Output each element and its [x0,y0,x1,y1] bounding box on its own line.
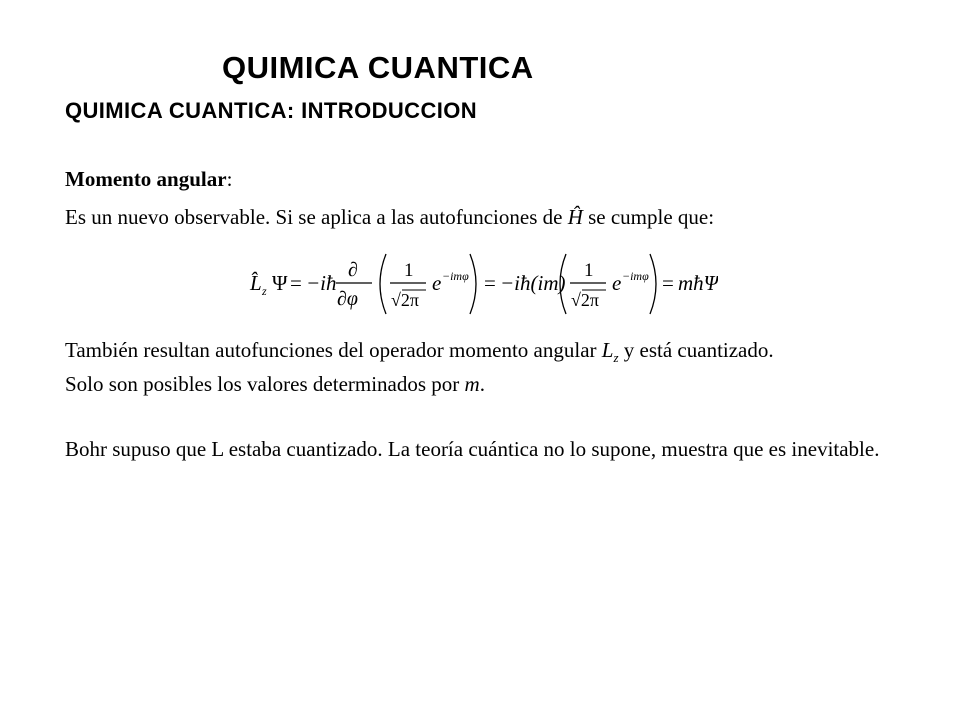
paragraph-eigenfunctions [65,337,905,398]
exp-power-1: −imφ [442,269,469,283]
fraction-one-2: 1 [584,260,594,281]
angular-momentum-equation [248,250,718,318]
lz-operator: L̂ [250,271,262,295]
paragraph2-text2: y está cuantizado. [618,338,774,362]
slide-title: QUIMICA CUANTICA [222,50,534,85]
partial-numerator: ∂ [348,259,358,281]
sqrt-2pi-1: √2π [391,290,419,310]
intro-text-after: se cumple que: [582,205,715,229]
equals-sign-1: = [290,271,302,295]
paragraph2-line2-after: . [479,372,485,397]
slide-subtitle: QUIMICA CUANTICA: INTRODUCCION [65,98,478,123]
paragraph2-text1: También resultan autofunciones del operador momento angular [65,338,602,362]
section-heading-colon: : [226,167,233,191]
intro-paragraph [65,204,905,231]
paren-close-1 [470,254,476,314]
lz-subscript: z [262,284,267,298]
paren-open-1 [380,254,386,314]
m-variable: m [464,372,480,397]
exp-base-1: e [432,271,442,295]
psi-symbol-lhs: Ψ [272,271,288,295]
partial-denominator: ∂φ [337,288,358,310]
exp-power-2: −imφ [622,269,649,283]
section-heading [65,166,905,193]
section-heading-label: Momento angular [65,167,227,191]
paragraph2-line2-before: Solo son posibles los valores determinados por [65,372,465,397]
lz-inline-subscript: z [613,350,619,366]
paren-close-2 [650,254,656,314]
coefficient-1: −iħ [306,271,337,295]
hamiltonian-symbol: Ĥ [567,205,583,229]
coefficient-2: −iħ(im) [500,271,566,295]
exp-base-2: e [612,271,622,295]
paragraph-bohr: Bohr supuso que L estaba cuantizado. La teoría cuántica no lo supone, muestra que es inevitable. [65,437,880,461]
equals-sign-2: = [484,271,496,295]
intro-text-before: Es un nuevo observable. Si se aplica a las autofunciones de [65,205,568,229]
lz-operator-inline: L [601,338,614,362]
result-term: mħΨ [678,271,718,295]
fraction-one-1: 1 [404,260,414,281]
equals-sign-3: = [662,271,674,295]
sqrt-2pi-2: √2π [571,290,599,310]
